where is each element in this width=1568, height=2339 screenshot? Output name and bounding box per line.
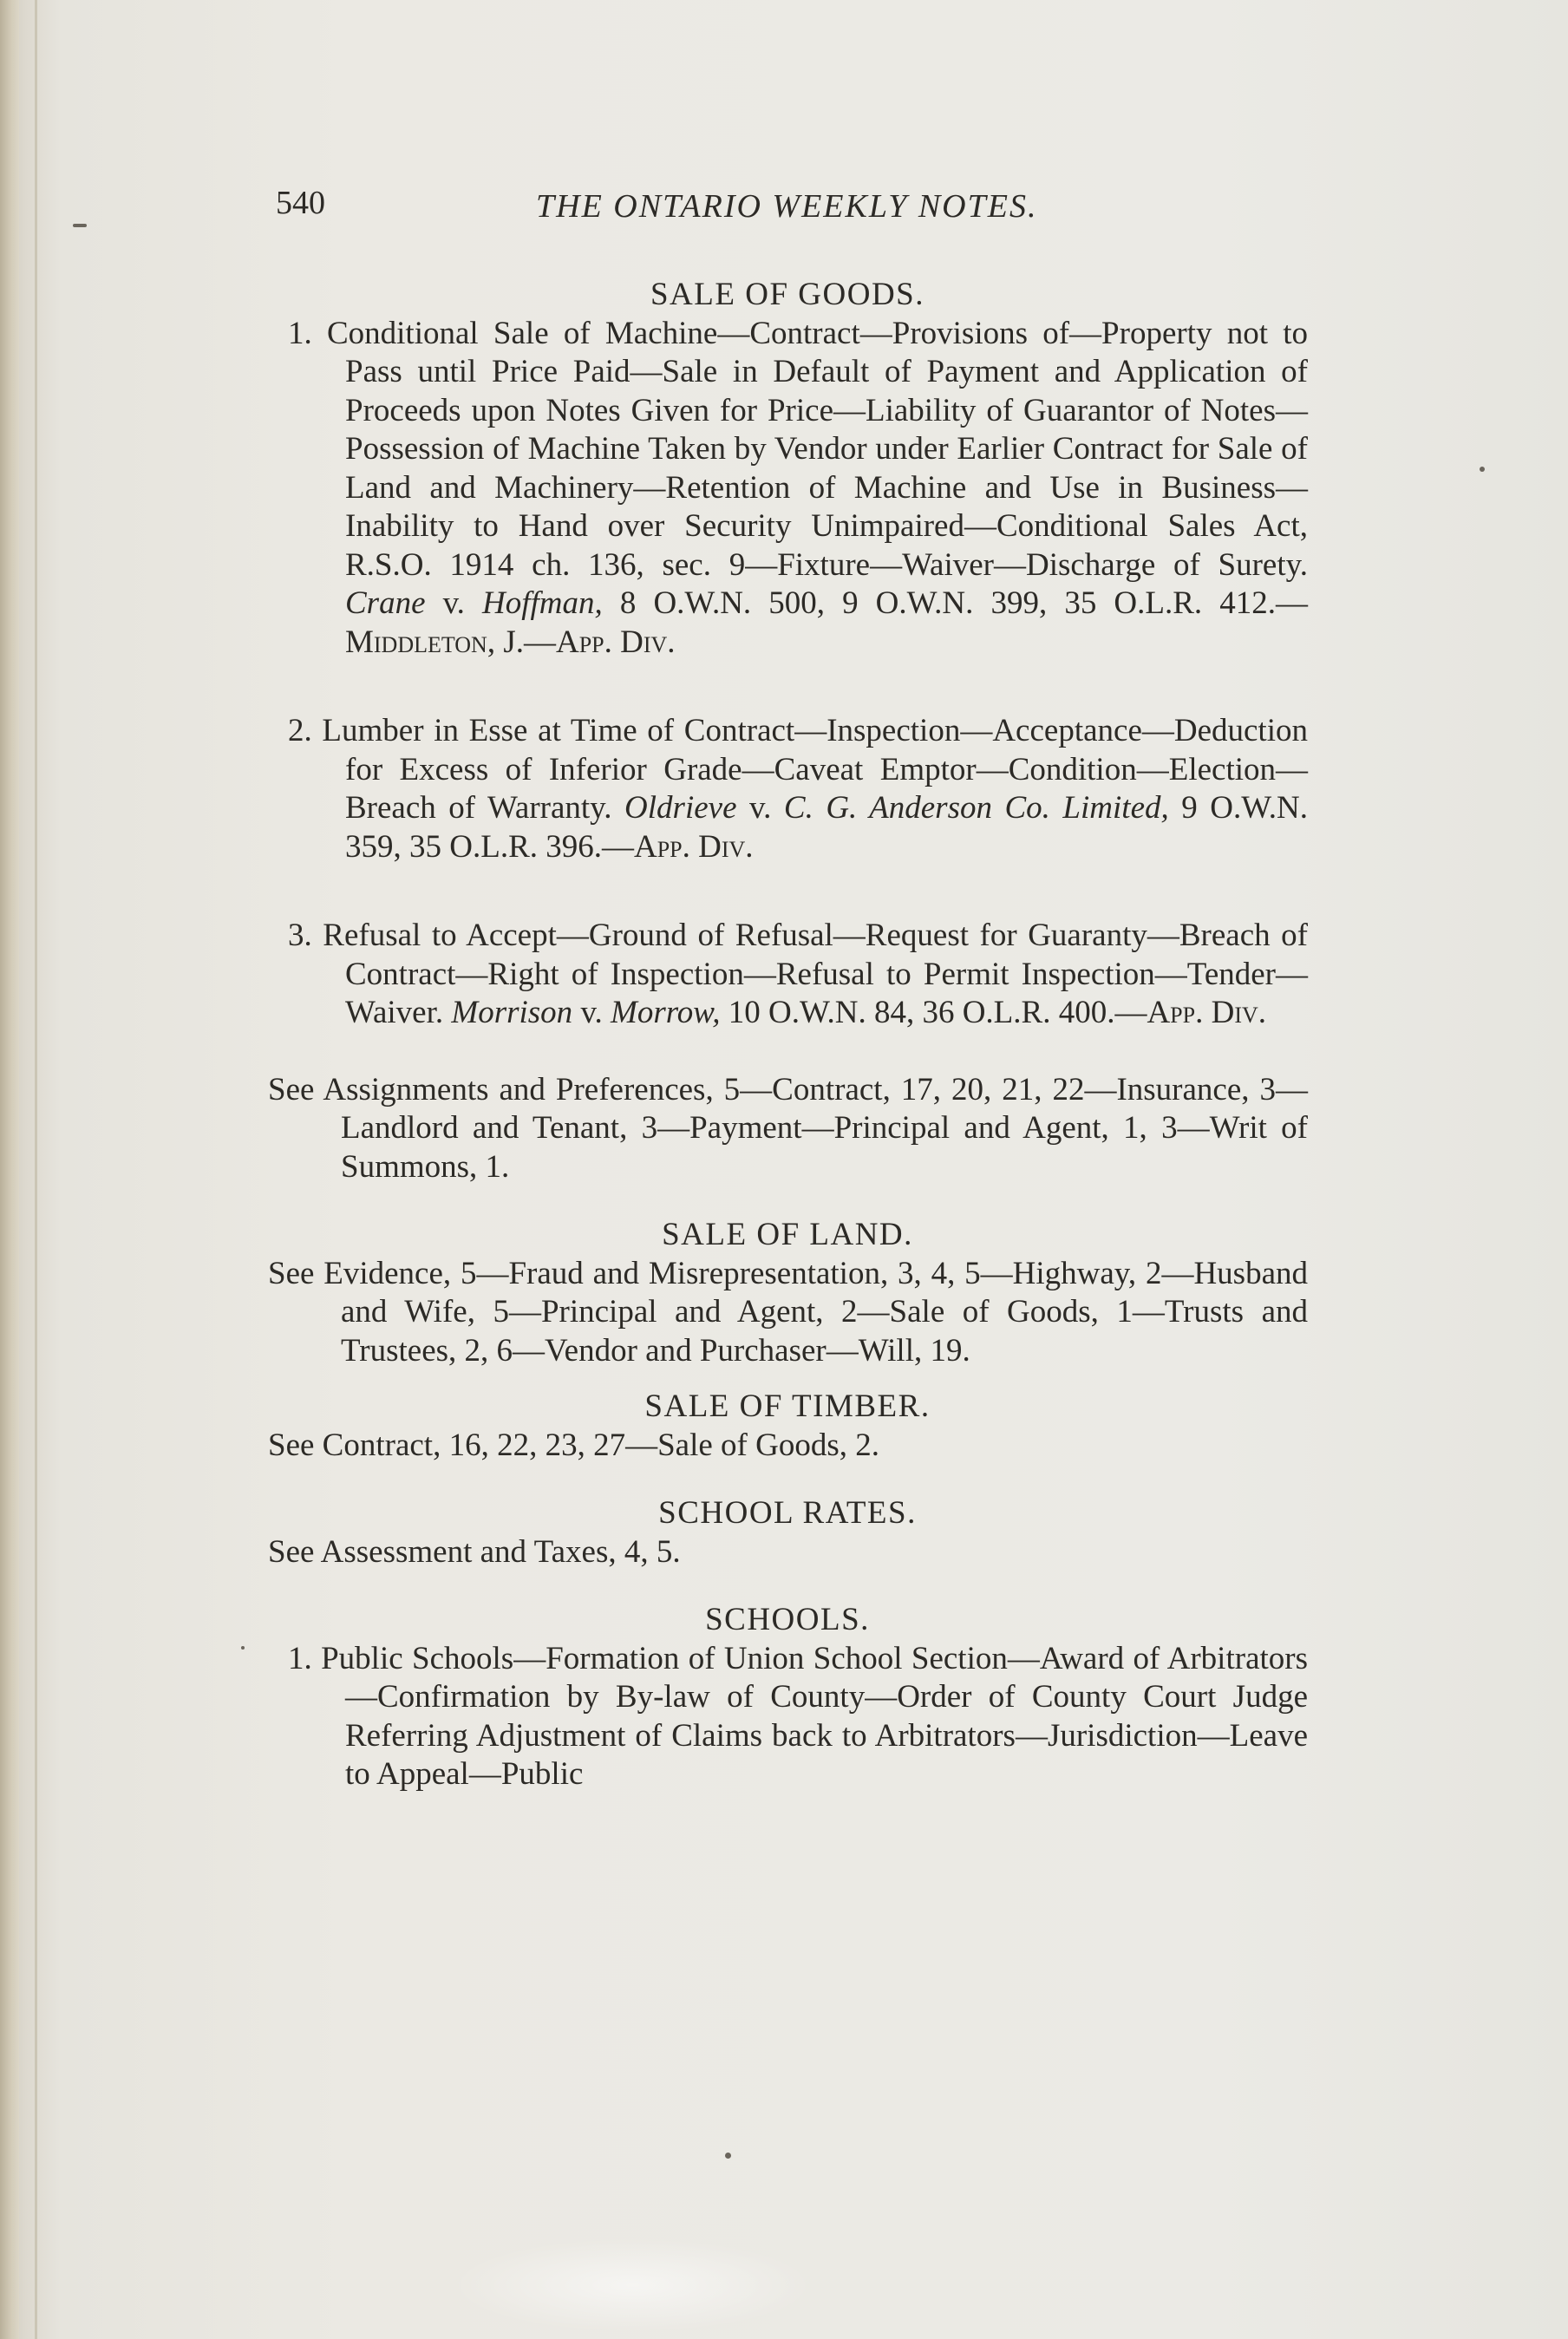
citation: 9 O.W.N. 359, 35 O.L.R. 396.— — [345, 790, 1308, 865]
entry-text: 2. Lumber in Esse at Time of Contract—Inspection—Acceptance—Deduction for Excess of Inferior Grade—Caveat Emptor—Condition—Election—Breach of Warranty. — [288, 713, 1308, 826]
court-judge: Middleton, J.—App. Div. — [345, 624, 676, 660]
index-entry-schools-1: 1. Public Schools—Formation of Union School Section—Award of Arbitrators—Confirmation by By-law of County—Order of County Court Judge Referring Adjustment of Claims back to Arbitrators—Jurisdiction—Leave to Appeal—Public — [288, 1640, 1308, 1792]
running-title: THE ONTARIO WEEKLY NOTES. — [536, 188, 1038, 225]
page-smudge — [451, 2238, 815, 2333]
page-header — [276, 184, 1308, 236]
entry-text: 3. Refusal to Accept—Ground of Refusal—Request for Guaranty—Breach of Contract—Right of Inspection—Refusal to Permit Inspection—Tender—Waiver. — [288, 918, 1308, 1030]
versus: v. — [572, 995, 611, 1030]
cross-reference-sale-of-land: See Evidence, 5—Fraud and Misrepresentation, 3, 4, 5—Highway, 2—Husband and Wife, 5—Principal and Agent, 2—Sale of Goods, 1—Trusts and Trustees, 2, 6—Vendor and Purchaser—Will, 19. — [268, 1255, 1308, 1369]
case-party: C. G. Anderson Co. Limited, — [783, 790, 1169, 826]
case-party: Hoffman, — [482, 585, 603, 621]
cross-reference-sale-of-timber: See Contract, 16, 22, 23, 27—Sale of Goods, 2. — [268, 1427, 879, 1463]
page-speck — [1480, 467, 1485, 472]
book-binding-edge — [0, 0, 19, 2339]
section-heading-schools: SCHOOLS. — [705, 1602, 870, 1637]
entry-text: 1. Conditional Sale of Machine—Contract—Provisions of—Property not to Pass until Price Paid—Sale in Default of Payment and Application of Proceeds upon Notes Given for Price—Liability of Guarantor of Notes—Possession of Machine Taken by Vendor under Earlier Contract for Sale of Land and Machinery—Retention of Machine and Use in Business—Inability to Hand over Security Unimpaired—Conditional Sales Act, R.S.O. 1914 ch. 136, sec. 9—Fixture—Waiver—Discharge of Surety. — [288, 315, 1308, 583]
citation: 10 O.W.N. 84, 36 O.L.R. 400.— — [720, 995, 1147, 1030]
case-name: Crane — [345, 585, 426, 621]
court: App. Div. — [1147, 995, 1266, 1030]
margin-mark — [73, 224, 87, 227]
case-name: Morrison — [451, 995, 573, 1030]
page-speck — [725, 2153, 731, 2159]
citation: 8 O.W.N. 500, 9 O.W.N. 399, 35 O.L.R. 412.— — [602, 585, 1308, 621]
index-entry-sale-of-goods-3 — [267, 917, 1308, 1033]
section-heading-sale-of-land: SALE OF LAND. — [662, 1217, 913, 1252]
index-entry-sale-of-goods-2 — [267, 712, 1308, 866]
case-name: Oldrieve — [624, 790, 737, 826]
binding-fold-line — [35, 0, 37, 2339]
case-party: Morrow, — [611, 995, 721, 1030]
versus: v. — [425, 585, 483, 621]
cross-reference-sale-of-goods: See Assignments and Preferences, 5—Contract, 17, 20, 21, 22—Insurance, 3—Landlord and Tenant, 3—Payment—Principal and Agent, 1, 3—Writ of Summons, 1. — [268, 1071, 1308, 1185]
section-heading-sale-of-timber: SALE OF TIMBER. — [644, 1388, 931, 1424]
page-number: 540 — [276, 185, 325, 221]
court: App. Div. — [634, 828, 754, 865]
page-speck — [241, 1646, 245, 1650]
section-heading-school-rates: SCHOOL RATES. — [658, 1495, 917, 1531]
cross-reference-school-rates: See Assessment and Taxes, 4, 5. — [268, 1533, 681, 1570]
index-entry-sale-of-goods-1 — [267, 315, 1308, 663]
versus: v. — [736, 790, 784, 826]
section-heading-sale-of-goods: SALE OF GOODS. — [650, 277, 924, 312]
page-content — [267, 276, 1308, 1794]
